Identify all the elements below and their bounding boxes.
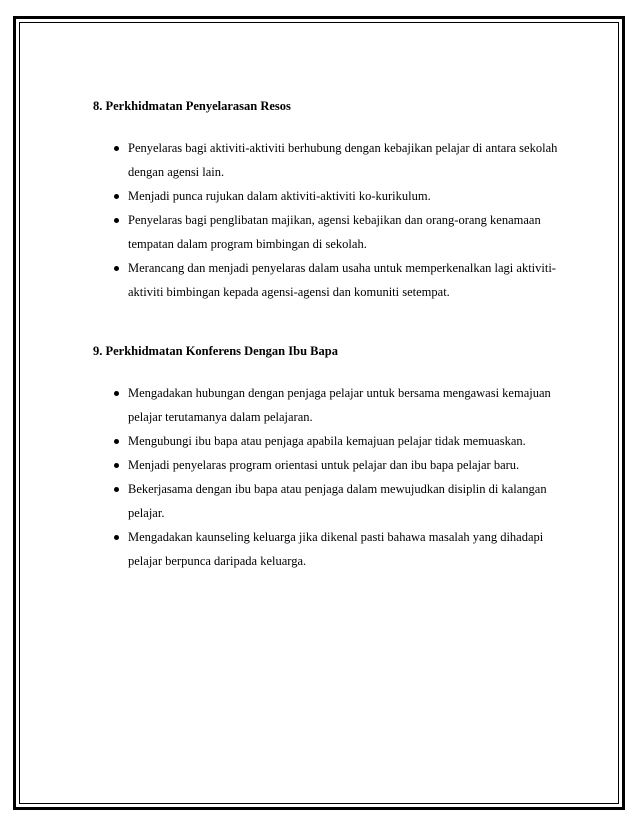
list-item bbox=[93, 429, 563, 453]
bullet-icon bbox=[114, 266, 119, 271]
bullet-icon bbox=[114, 146, 119, 151]
list-item-text: Merancang dan menjadi penyelaras dalam usaha untuk memperkenalkan lagi aktiviti-aktiviti bimbingan kepada agensi-agensi dan komuniti setempat. bbox=[128, 261, 556, 299]
section-heading: 8. Perkhidmatan Penyelarasan Resos bbox=[93, 99, 291, 113]
list-item-text: Bekerjasama dengan ibu bapa atau penjaga dalam mewujudkan disiplin di kalangan pelajar. bbox=[128, 482, 547, 520]
list-item-text: Mengadakan kaunseling keluarga jika dikenal pasti bahawa masalah yang dihadapi pelajar berpunca daripada keluarga. bbox=[128, 530, 544, 568]
bullet-icon bbox=[114, 391, 119, 396]
list-item-text: Mengadakan hubungan dengan penjaga pelajar untuk bersama mengawasi kemajuan pelajar terutamanya dalam pelajaran. bbox=[128, 386, 551, 424]
list-item-text: Menjadi penyelaras program orientasi untuk pelajar dan ibu bapa pelajar baru. bbox=[128, 458, 520, 472]
bullet-list bbox=[93, 381, 563, 573]
list-item-text: Penyelaras bagi aktiviti-aktiviti berhubung dengan kebajikan pelajar di antara sekolah dengan agensi lain. bbox=[128, 141, 558, 179]
section-heading: 9. Perkhidmatan Konferens Dengan Ibu Bapa bbox=[93, 344, 338, 358]
list-item bbox=[93, 136, 563, 184]
bullet-icon bbox=[114, 535, 119, 540]
list-item bbox=[93, 525, 563, 573]
list-item-text: Penyelaras bagi penglibatan majikan, agensi kebajikan dan orang-orang kenamaan tempatan dalam program bimbingan di sekolah. bbox=[128, 213, 541, 251]
list-item bbox=[93, 256, 563, 304]
bullet-list bbox=[93, 136, 563, 304]
list-item bbox=[93, 208, 563, 256]
list-item bbox=[93, 184, 563, 208]
bullet-icon bbox=[114, 218, 119, 223]
bullet-icon bbox=[114, 439, 119, 444]
bullet-icon bbox=[114, 194, 119, 199]
bullet-icon bbox=[114, 463, 119, 468]
section-konferens-ibu-bapa bbox=[93, 343, 563, 573]
list-item bbox=[93, 477, 563, 525]
list-item-text: Menjadi punca rujukan dalam aktiviti-aktiviti ko-kurikulum. bbox=[128, 189, 431, 203]
bullet-icon bbox=[114, 487, 119, 492]
section-penyelarasan-resos bbox=[93, 98, 563, 304]
list-item bbox=[93, 453, 563, 477]
list-item bbox=[93, 381, 563, 429]
list-item-text: Mengubungi ibu bapa atau penjaga apabila kemajuan pelajar tidak memuaskan. bbox=[128, 434, 526, 448]
